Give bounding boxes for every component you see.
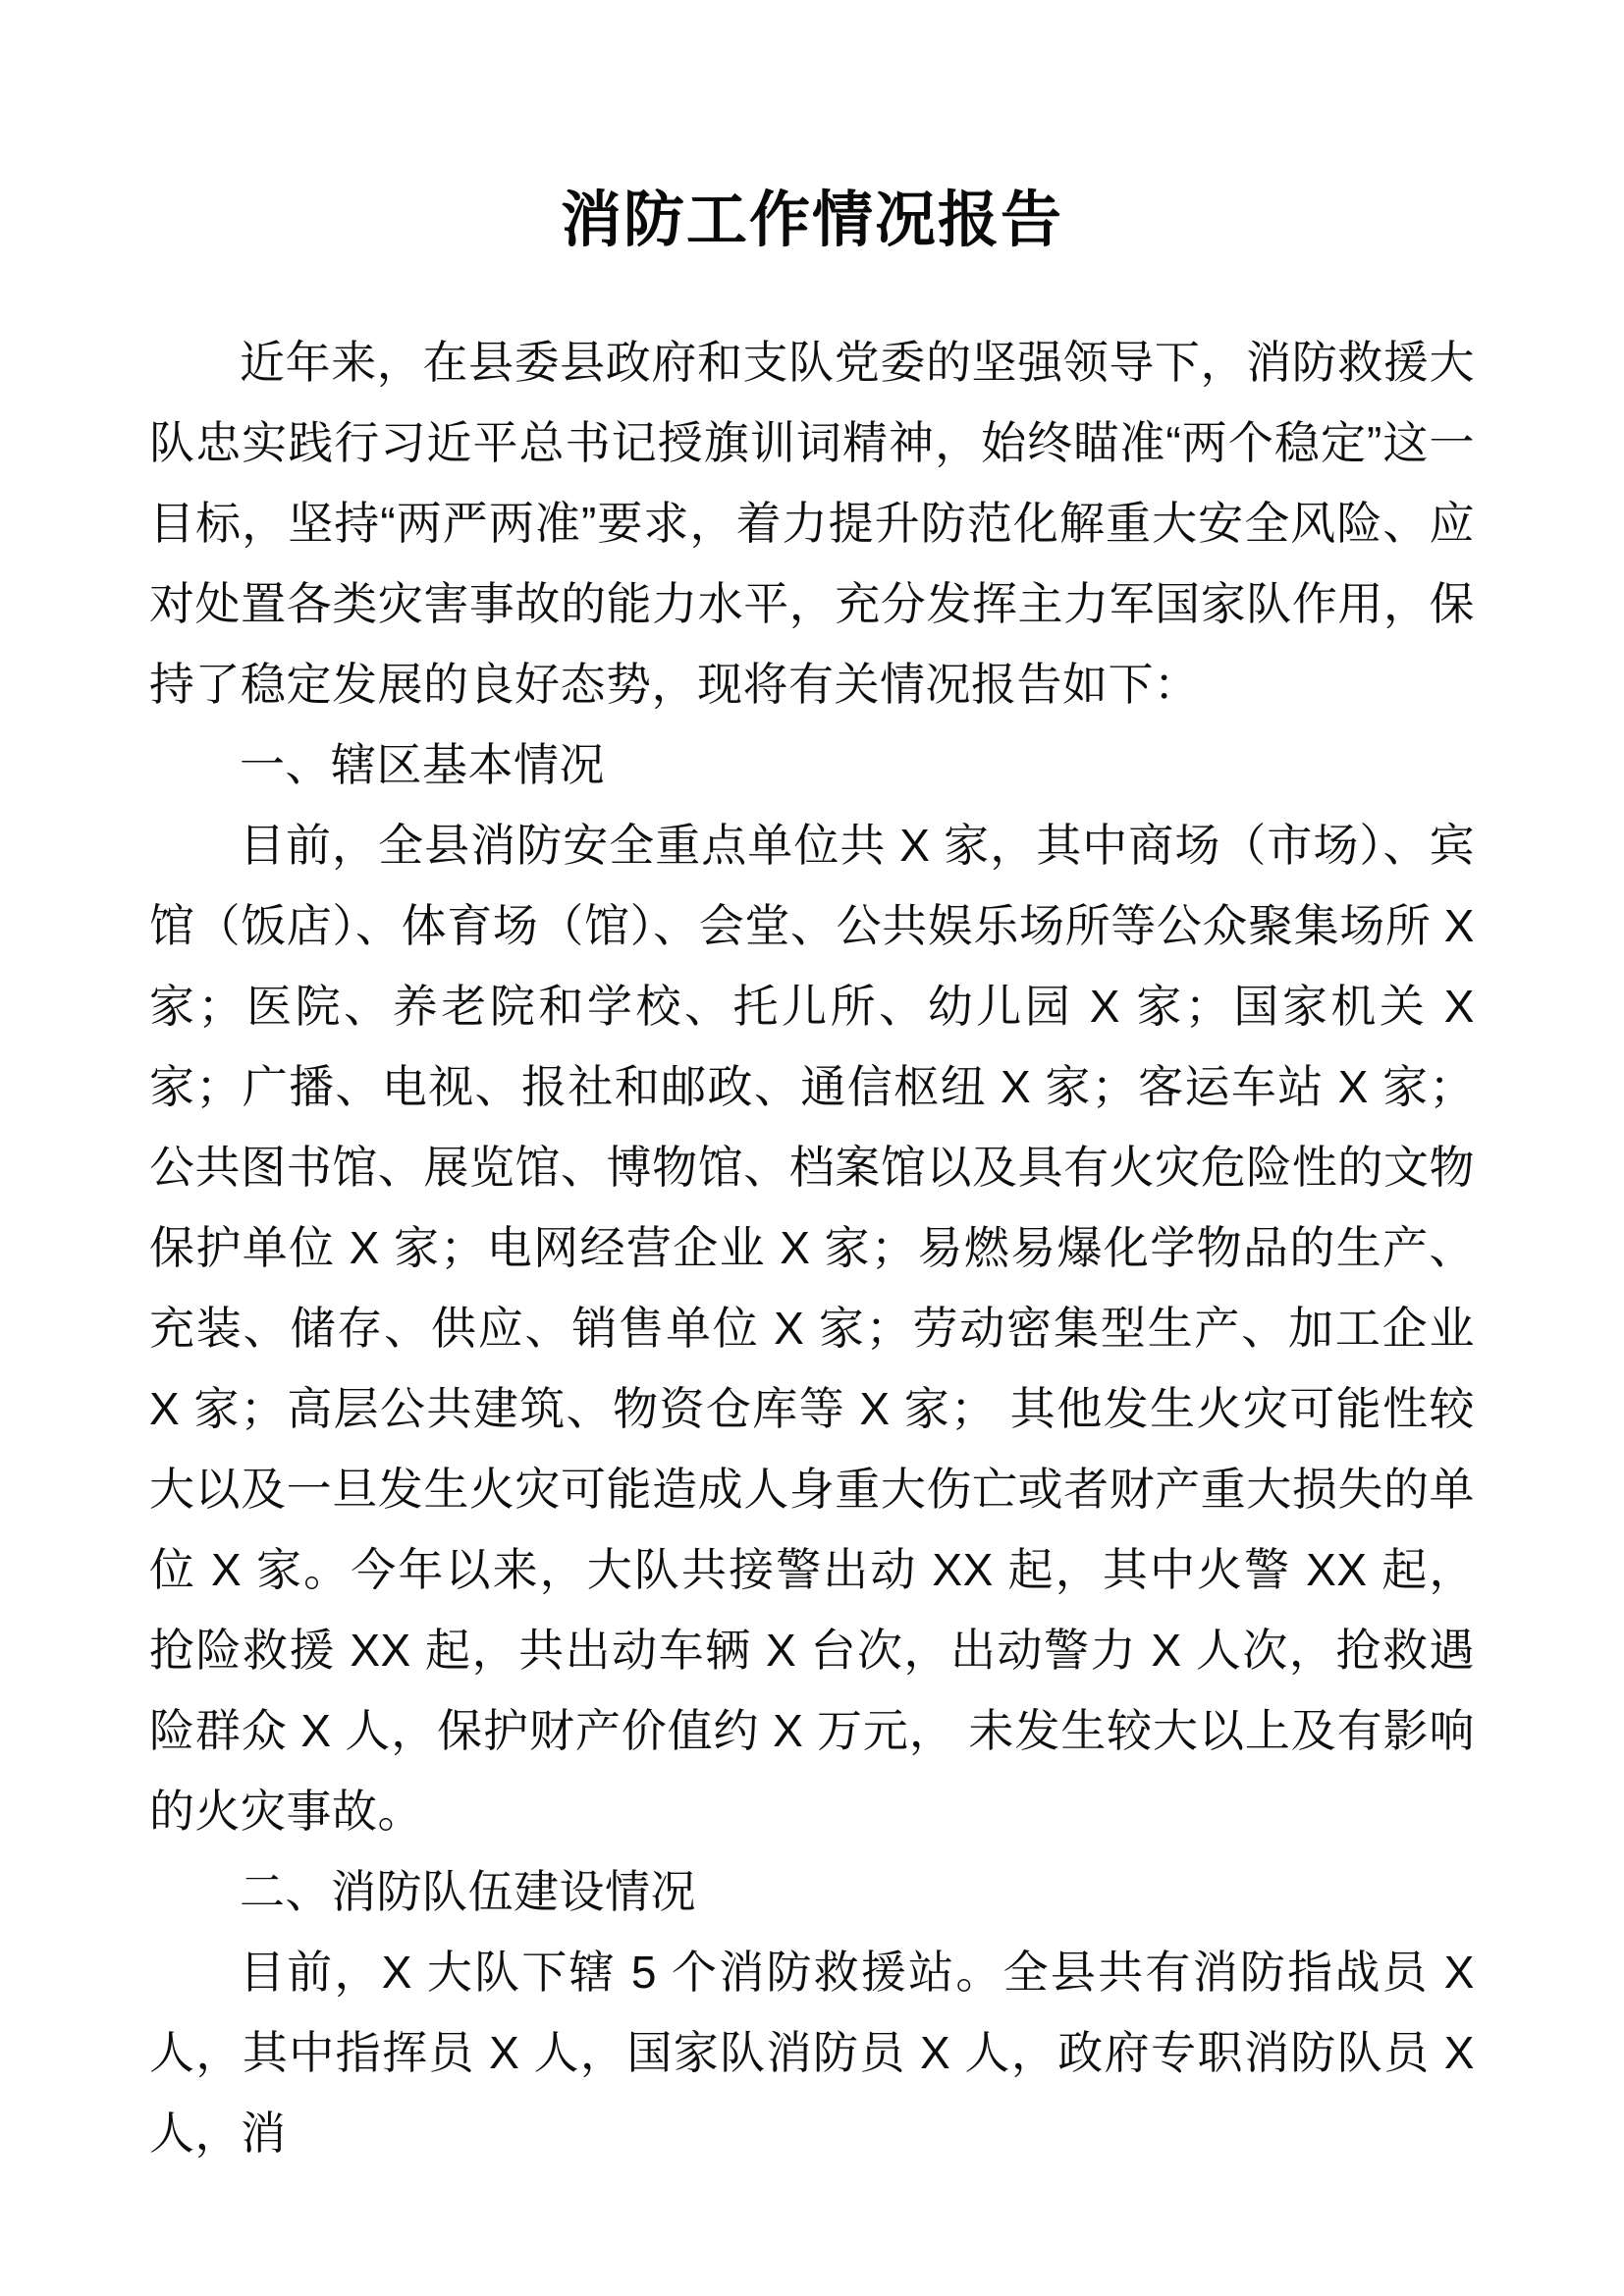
section-heading-one: 一、辖区基本情况 [240, 738, 605, 790]
section-heading-two: 二、消防队伍建设情况 [240, 1865, 696, 1917]
paragraph-intro: 近年来，在县委县政府和支队党委的坚强领导下，消防救援大队忠实践行习近平总书记授旗训词精神，始终瞄准“两个稳定”这一目标，坚持“两严两准”要求，着力提升防范化解重大安全风险、应对处置各类灾害事故的能力水平，充分发挥主力军国家队作用，保持了稳定发展的良好态势，现将有关情况报告如下： [149, 336, 1475, 710]
document-body [149, 322, 1475, 2173]
page-title: 消防工作情况报告 [560, 187, 1063, 254]
document-content [149, 0, 1475, 2173]
paragraph-section-two-body: 目前，X 大队下辖 5 个消防救援站。全县共有消防指战员 X 人，其中指挥员 X 人，国家队消防员 X 人，政府专职消防队员 X 人，消 [149, 1946, 1475, 2159]
paragraph-section-one-body: 目前，全县消防安全重点单位共 X 家，其中商场（市场）、宾馆（饭店）、体育场（馆）、会堂、公共娱乐场所等公众聚集场所 X 家；医院、养老院和学校、托儿所、幼儿园 X 家；国家机关 X 家；广播、电视、报社和邮政、通信枢纽 X 家；客运车站 X 家；公共图书馆、展览馆、博物馆、档案馆以及具有火灾危险性的文物保护单位 X 家；电网经营企业 X 家；易燃易爆化学物品的生产、充装、储存、供应、销售单位 X 家；劳动密集型生产、加工企业 X 家；高层公共建筑、物资仓库等 X 家； 其他发生火灾可能性较大以及一旦发生火灾可能造成人身重大伤亡或者财产重大损失的单位 X 家。今年以来，大队共接警出动 XX 起，其中火警 XX 起，抢险救援 XX 起，共出动车辆 X 台次，出动警力 X 人次，抢救遇险群众 X 人，保护财产价值约 X 万元， 未发生较大以上及有影响的火灾事故。 [149, 819, 1475, 1837]
